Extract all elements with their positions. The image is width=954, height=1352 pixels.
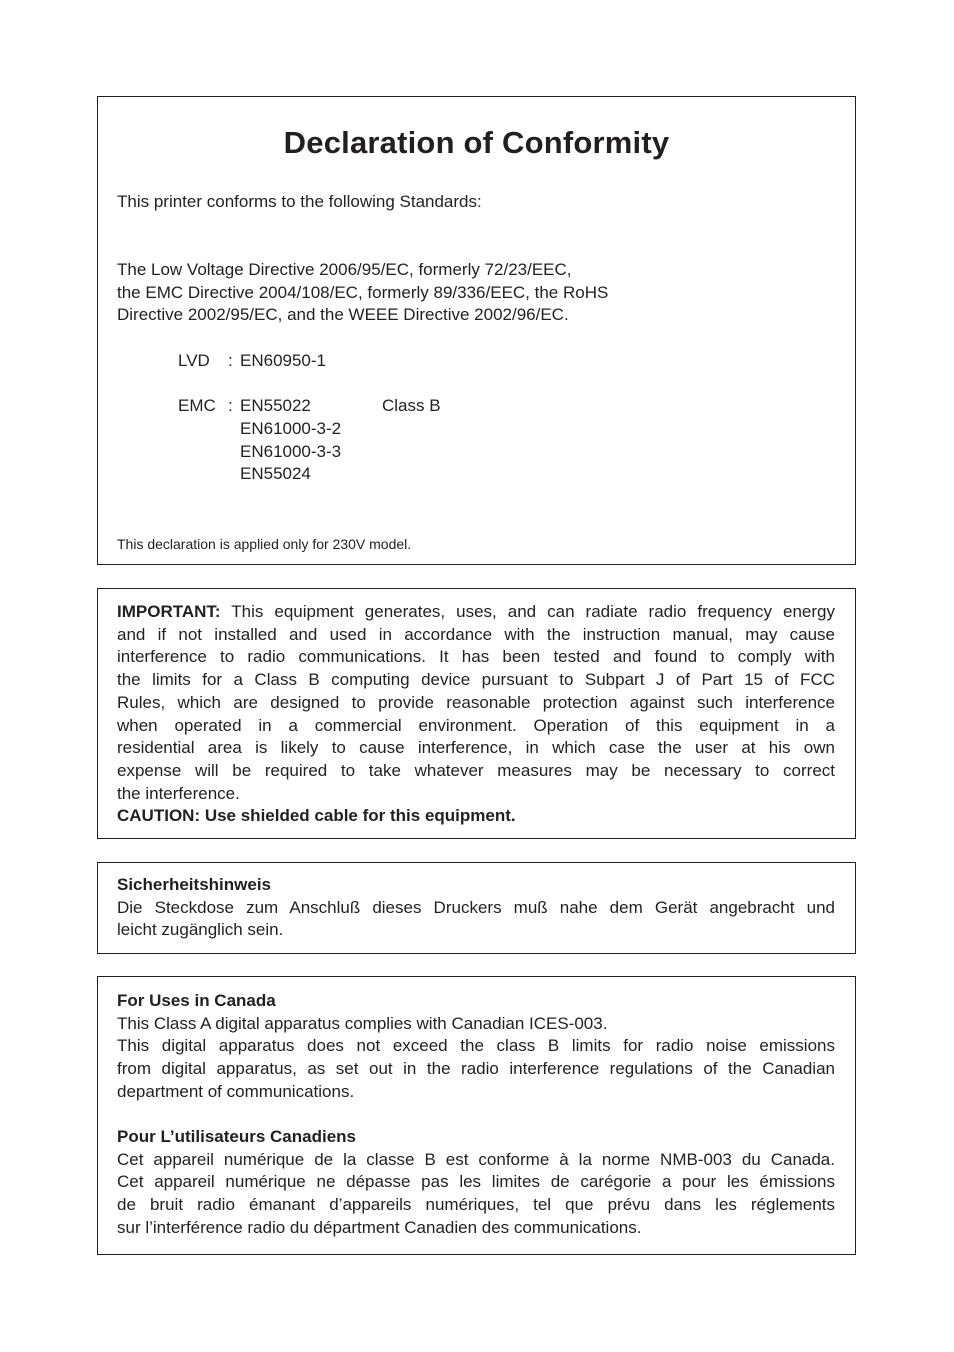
emc-value: EN61000-3-2 <box>240 419 342 438</box>
important-line: Rules, which are designed to provide reasonable protection against such interference <box>117 692 835 712</box>
emc-value: EN55024 <box>240 464 311 483</box>
important-label: IMPORTANT: <box>117 602 221 621</box>
canada-fr-line: de bruit radio émanant d’appareils numériques, tel que prévu dans les réglements <box>117 1195 835 1215</box>
canada-fr-line: Cet appareil numérique ne dépasse pas les limites de carégorie a pour les émissions <box>117 1172 835 1192</box>
emc-class: Class B <box>382 396 441 415</box>
important-line: and if not installed and used in accordance with the instruction manual, may cause <box>117 624 835 644</box>
sicherheit-heading: Sicherheitshinweis <box>117 875 271 894</box>
emc-value: EN61000-3-3 <box>240 442 342 461</box>
canada-box <box>97 976 856 1255</box>
declaration-note-block <box>117 535 835 553</box>
declaration-title: Declaration of Conformity <box>283 125 670 160</box>
canada-heading-en: For Uses in Canada <box>117 991 276 1010</box>
sicherheit-text-block <box>117 874 835 942</box>
canada-fr-line: sur l’interférence radio du départment Canadien des communications. <box>117 1217 642 1237</box>
directive-line: Directive 2002/95/EC, and the WEEE Directive 2002/96/EC. <box>117 305 569 325</box>
directive-line: The Low Voltage Directive 2006/95/EC, formerly 72/23/EEC, <box>117 260 572 279</box>
canada-en-line: This Class A digital apparatus complies with Canadian ICES-003. <box>117 1013 608 1033</box>
emc-separator: : <box>228 396 233 415</box>
important-line-text: This equipment generates, uses, and can radiate radio frequency energy <box>231 602 835 621</box>
canada-fr-block <box>117 1126 835 1240</box>
lvd-key: LVD <box>178 351 210 370</box>
important-line <box>117 601 835 624</box>
declaration-box <box>97 96 856 565</box>
canada-en-block <box>117 990 835 1104</box>
important-line: the limits for a Class B computing device pursuant to Subpart J of Part 15 of FCC <box>117 670 835 690</box>
standards-intro-block <box>117 191 835 214</box>
canada-en-line: from digital apparatus, as set out in the radio interference regulations of the Canadian <box>117 1059 835 1079</box>
lvd-separator: : <box>228 351 233 370</box>
canada-en-line: department of communications. <box>117 1081 355 1101</box>
directives-block <box>117 259 835 327</box>
lvd-value: EN60950-1 <box>240 351 327 370</box>
important-text-block <box>117 601 835 828</box>
important-box <box>97 588 856 839</box>
important-line: interference to radio communications. It has been tested and found to comply with <box>117 647 835 667</box>
canada-heading-fr: Pour L’utilisateurs Canadiens <box>117 1127 357 1146</box>
declaration-note: This declaration is applied only for 230V model. <box>117 536 412 552</box>
sicherheit-box <box>97 862 856 954</box>
important-line: expense will be required to take whatever measures may be necessary to correct <box>117 760 835 780</box>
directive-line: the EMC Directive 2004/108/EC, formerly 89/336/EEC, the RoHS <box>117 282 609 302</box>
canada-en-line: This digital apparatus does not exceed the class B limits for radio noise emissions <box>117 1036 835 1056</box>
emc-value: EN55022 <box>240 396 311 415</box>
canada-fr-line: Cet appareil numérique de la classe B est conforme à la norme NMB-003 du Canada. <box>117 1149 835 1169</box>
important-line: the interference. <box>117 783 240 803</box>
standards-intro: This printer conforms to the following Standards: <box>117 192 482 211</box>
sicherheit-line: leicht zugänglich sein. <box>117 920 284 940</box>
important-line: when operated in a commercial environment. Operation of this equipment in a <box>117 715 835 735</box>
emc-key: EMC <box>178 396 216 415</box>
important-line: residential area is likely to cause interference, in which case the user at his own <box>117 738 835 758</box>
sicherheit-line: Die Steckdose zum Anschluß dieses Druckers muß nahe dem Gerät angebracht und <box>117 897 835 917</box>
caution-text: CAUTION: Use shielded cable for this equipment. <box>117 806 516 826</box>
